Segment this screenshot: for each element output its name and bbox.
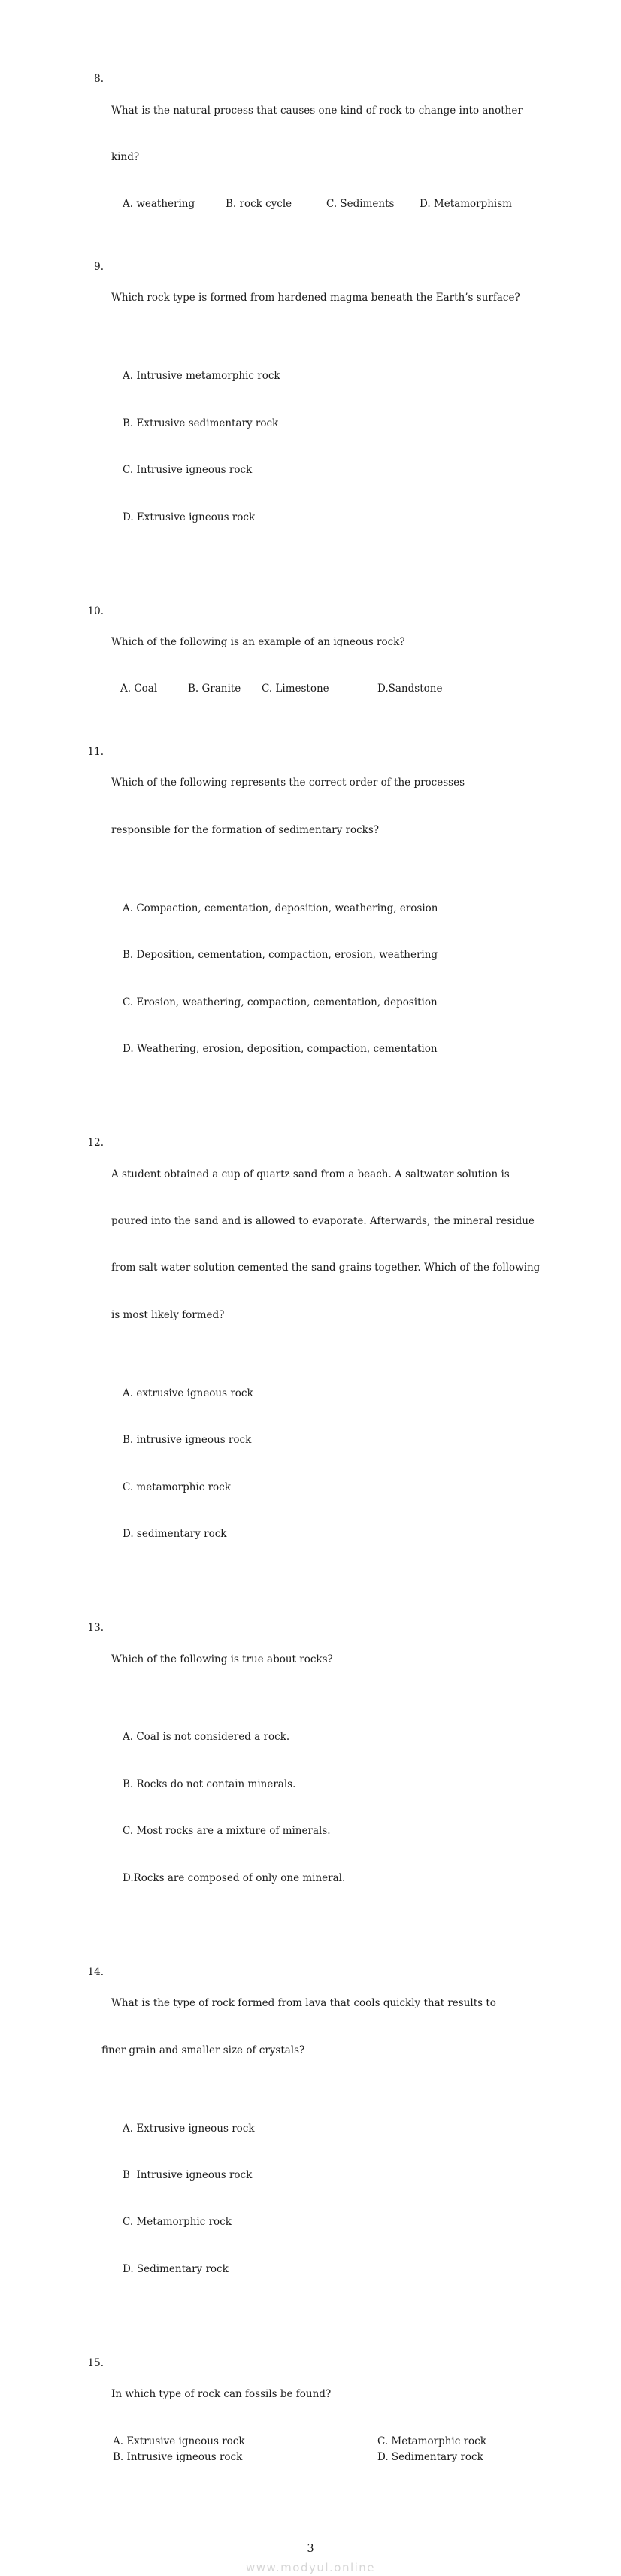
question-11-option-d: D. Weathering, erosion, deposition, compaction, cementation	[123, 1043, 438, 1056]
question-8-options	[123, 196, 568, 212]
question-13-option-c: C. Most rocks are a mixture of minerals.	[123, 1825, 331, 1838]
question-8	[75, 71, 568, 244]
question-10-option-c: C. Limestone	[262, 683, 329, 696]
question-11-option-c: C. Erosion, weathering, compaction, cementation, deposition	[123, 996, 438, 1008]
question-12-options	[111, 1354, 568, 1573]
question-15-text: In which type of rock can fossils be found?	[111, 2388, 332, 2401]
question-11-options	[111, 869, 568, 1088]
question-15-number: 15.	[87, 2356, 104, 2369]
question-11-option-a: A. Compaction, cementation, deposition, weathering, erosion	[123, 902, 438, 914]
question-13	[75, 1620, 568, 1949]
question-8-option-a: A. weathering	[123, 198, 195, 211]
question-14-option-a: A. Extrusive igneous rock	[123, 2122, 255, 2135]
question-13-option-a: A. Coal is not considered a rock.	[123, 1731, 290, 1744]
question-13-number: 13.	[87, 1621, 104, 1634]
question-12-option-c: C. metamorphic rock	[123, 1480, 231, 1493]
question-14-text: What is the type of rock formed from lava that cools quickly that results to	[111, 1997, 496, 2010]
question-14-option-c: C. Metamorphic rock	[123, 2216, 232, 2229]
question-13-options	[111, 1699, 568, 1917]
question-15	[75, 2356, 568, 2496]
question-14-options	[111, 2090, 568, 2308]
watermark-text: www.modyul.online	[245, 2560, 376, 2574]
question-11-number: 11.	[87, 745, 104, 758]
question-9-text: Which rock type is formed from hardened magma beneath the Earth’s surface?	[111, 292, 520, 305]
question-9-option-d: D. Extrusive igneous rock	[123, 511, 256, 523]
question-11	[75, 744, 568, 1120]
question-10-option-b: B. Granite	[188, 683, 241, 696]
question-8-option-b: B. rock cycle	[226, 198, 292, 211]
question-9-options	[111, 338, 568, 556]
question-13-option-d: D.Rocks are composed of only one mineral.	[123, 1871, 346, 1884]
question-14-option-d: D. Sedimentary rock	[123, 2262, 229, 2275]
question-12-option-d: D. sedimentary rock	[123, 1527, 227, 1540]
page-footer	[0, 2541, 621, 2576]
question-15-option-b: B. Intrusive igneous rock	[113, 2450, 243, 2463]
question-9-option-a: A. Intrusive metamorphic rock	[123, 370, 280, 383]
question-13-text: Which of the following is true about rocks?	[111, 1653, 333, 1665]
question-14-number: 14.	[87, 1965, 104, 1978]
question-12-number: 12.	[87, 1137, 104, 1149]
question-14-text: finer grain and smaller size of crystals?	[101, 2044, 305, 2056]
question-13-option-b: B. Rocks do not contain minerals.	[123, 1777, 296, 1790]
question-14-option-b: B Intrusive igneous rock	[123, 2169, 253, 2181]
question-12-text: A student obtained a cup of quartz sand from a beach. A saltwater solution is	[111, 1168, 510, 1180]
question-8-option-d: D. Metamorphism	[420, 198, 512, 211]
question-15-options	[113, 2434, 568, 2465]
question-12-text: is most likely formed?	[111, 1308, 225, 1321]
question-8-number: 8.	[94, 73, 104, 85]
question-10	[75, 604, 568, 729]
question-11-text: responsible for the formation of sedimentary rocks?	[111, 823, 379, 836]
question-8-text: What is the natural process that causes one kind of rock to change into another	[111, 104, 523, 117]
question-9-option-b: B. Extrusive sedimentary rock	[123, 417, 279, 429]
question-11-option-b: B. Deposition, cementation, compaction, erosion, weathering	[123, 949, 438, 962]
question-10-text: Which of the following is an example of an igneous rock?	[111, 636, 405, 649]
question-14	[75, 1965, 568, 2340]
question-10-options	[120, 681, 568, 697]
question-9	[75, 259, 568, 588]
page-number: 3	[307, 2542, 314, 2555]
question-12-text: poured into the sand and is allowed to evaporate. Afterwards, the mineral residue	[111, 1214, 535, 1227]
question-10-number: 10.	[87, 605, 104, 617]
question-9-number: 9.	[94, 260, 104, 273]
question-15-option-c: C. Metamorphic rock	[377, 2435, 486, 2447]
question-15-option-d: D. Sedimentary rock	[377, 2450, 483, 2463]
question-12-option-a: A. extrusive igneous rock	[123, 1386, 253, 1399]
question-10-option-a: A. Coal	[120, 683, 158, 696]
question-15-option-a: A. Extrusive igneous rock	[113, 2435, 245, 2447]
question-8-option-c: C. Sediments	[326, 198, 395, 211]
question-11-text: Which of the following represents the correct order of the processes	[111, 777, 465, 789]
question-12-option-b: B. intrusive igneous rock	[123, 1434, 252, 1447]
question-8-text: kind?	[111, 150, 140, 163]
question-12	[75, 1135, 568, 1605]
question-12-text: from salt water solution cemented the sand grains together. Which of the following	[111, 1262, 541, 1274]
question-9-option-c: C. Intrusive igneous rock	[123, 464, 253, 477]
question-10-option-d: D.Sandstone	[377, 683, 443, 696]
